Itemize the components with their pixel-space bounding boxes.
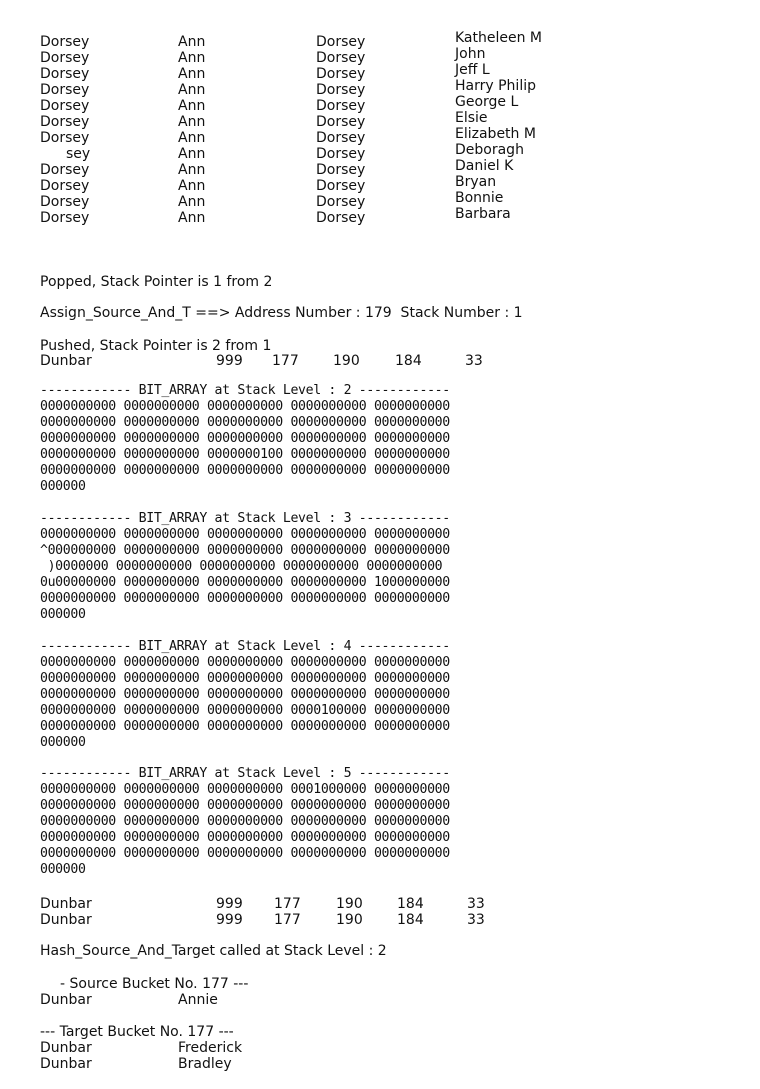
bit-array-header: ------------ BIT_ARRAY at Stack Level : 5 ------------ bbox=[40, 766, 450, 781]
given-name-cell: Ann bbox=[178, 34, 206, 50]
surname-cell: Dorsey bbox=[40, 50, 90, 66]
dunbar-cell-1: 999 bbox=[216, 912, 243, 928]
spouse-given-cell: Bryan bbox=[455, 174, 497, 190]
dunbar-cell-3: 190 bbox=[336, 912, 363, 928]
hash-line: Hash_Source_And_Target called at Stack Level : 2 bbox=[40, 943, 387, 959]
spouse-given-cell: George L bbox=[455, 94, 519, 110]
spouse-surname-cell: Dorsey bbox=[316, 162, 366, 178]
assign-line: Assign_Source_And_T ==> Address Number : 179 Stack Number : 1 bbox=[40, 305, 523, 321]
spouse-surname-cell: Dorsey bbox=[316, 194, 366, 210]
given-name-cell: Ann bbox=[178, 66, 206, 82]
surname-cell: Dorsey bbox=[40, 98, 90, 114]
spouse-given-cell: Elizabeth M bbox=[455, 126, 536, 142]
bit-array-row: 0000000000 0000000000 0000000000 0000000000 0000000000 bbox=[40, 463, 450, 478]
dunbar-cell-5: 33 bbox=[465, 353, 483, 369]
spouse-given-cell: Elsie bbox=[455, 110, 488, 126]
bit-array-row: 0000000000 0000000000 0000000000 0001000000 0000000000 bbox=[40, 782, 450, 797]
bit-array-row: 0000000000 0000000000 0000000000 0000000000 0000000000 bbox=[40, 431, 450, 446]
spouse-surname-cell: Dorsey bbox=[316, 210, 366, 226]
pushed-line: Pushed, Stack Pointer is 2 from 1 bbox=[40, 338, 272, 354]
bit-array-row: )0000000 0000000000 0000000000 0000000000 0000000000 bbox=[40, 559, 443, 574]
bit-array-row: 0000000000 0000000000 0000000000 0000000000 0000000000 bbox=[40, 399, 450, 414]
surname-cell: sey bbox=[66, 146, 91, 162]
spouse-surname-cell: Dorsey bbox=[316, 66, 366, 82]
bit-array-row: 0000000000 0000000000 0000000000 0000000000 0000000000 bbox=[40, 527, 450, 542]
spouse-surname-cell: Dorsey bbox=[316, 146, 366, 162]
bit-array-row: 0000000000 0000000000 0000000000 0000000000 0000000000 bbox=[40, 655, 450, 670]
target-entry-surname: Dunbar bbox=[40, 1040, 92, 1056]
spouse-given-cell: John bbox=[455, 46, 486, 62]
dunbar-cell-2: 177 bbox=[274, 912, 301, 928]
spouse-surname-cell: Dorsey bbox=[316, 50, 366, 66]
bit-array-row: 0000000000 0000000000 0000000000 0000000000 0000000000 bbox=[40, 415, 450, 430]
given-name-cell: Ann bbox=[178, 98, 206, 114]
spouse-given-cell: Jeff L bbox=[455, 62, 490, 78]
spouse-given-cell: Bonnie bbox=[455, 190, 504, 206]
spouse-surname-cell: Dorsey bbox=[316, 34, 366, 50]
target-entry-surname: Dunbar bbox=[40, 1056, 92, 1072]
bit-array-row: 000000 bbox=[40, 607, 86, 622]
dunbar-cell-3: 190 bbox=[333, 353, 360, 369]
given-name-cell: Ann bbox=[178, 210, 206, 226]
surname-cell: Dorsey bbox=[40, 66, 90, 82]
target-bucket-line: --- Target Bucket No. 177 --- bbox=[40, 1024, 234, 1040]
source-bucket-line: - Source Bucket No. 177 --- bbox=[60, 976, 249, 992]
popped-line: Popped, Stack Pointer is 1 from 2 bbox=[40, 274, 273, 290]
bit-array-header: ------------ BIT_ARRAY at Stack Level : 2 ------------ bbox=[40, 383, 450, 398]
spouse-surname-cell: Dorsey bbox=[316, 82, 366, 98]
surname-cell: Dorsey bbox=[40, 114, 90, 130]
bit-array-row: 0000000000 0000000000 0000000000 0000000000 0000000000 bbox=[40, 719, 450, 734]
dunbar-cell-3: 190 bbox=[336, 896, 363, 912]
spouse-surname-cell: Dorsey bbox=[316, 130, 366, 146]
given-name-cell: Ann bbox=[178, 146, 206, 162]
given-name-cell: Ann bbox=[178, 82, 206, 98]
bit-array-row: 0000000000 0000000000 0000000000 0000100000 0000000000 bbox=[40, 703, 450, 718]
target-entry-given: Frederick bbox=[178, 1040, 243, 1056]
surname-cell: Dorsey bbox=[40, 130, 90, 146]
dunbar-cell-5: 33 bbox=[467, 896, 485, 912]
given-name-cell: Ann bbox=[178, 194, 206, 210]
bit-array-row: 000000 bbox=[40, 735, 86, 750]
given-name-cell: Ann bbox=[178, 50, 206, 66]
given-name-cell: Ann bbox=[178, 162, 206, 178]
spouse-given-cell: Barbara bbox=[455, 206, 511, 222]
bit-array-row: 0000000000 0000000000 0000000000 0000000000 0000000000 bbox=[40, 846, 450, 861]
bit-array-row: 0000000000 0000000000 0000000000 0000000000 0000000000 bbox=[40, 798, 450, 813]
surname-cell: Dorsey bbox=[40, 210, 90, 226]
surname-cell: Dorsey bbox=[40, 194, 90, 210]
dunbar-cell-4: 184 bbox=[397, 896, 424, 912]
bit-array-row: 000000 bbox=[40, 862, 86, 877]
bit-array-row: 0000000000 0000000000 0000000100 0000000000 0000000000 bbox=[40, 447, 450, 462]
target-entry-given: Bradley bbox=[178, 1056, 232, 1072]
surname-cell: Dorsey bbox=[40, 82, 90, 98]
dunbar-cell-4: 184 bbox=[395, 353, 422, 369]
dunbar-cell-name: Dunbar bbox=[40, 912, 92, 928]
given-name-cell: Ann bbox=[178, 178, 206, 194]
dunbar-cell-name: Dunbar bbox=[40, 353, 92, 369]
dunbar-cell-1: 999 bbox=[216, 353, 243, 369]
bit-array-row: 0000000000 0000000000 0000000000 0000000000 0000000000 bbox=[40, 591, 450, 606]
bit-array-header: ------------ BIT_ARRAY at Stack Level : 3 ------------ bbox=[40, 511, 450, 526]
bit-array-row: 0000000000 0000000000 0000000000 0000000000 0000000000 bbox=[40, 671, 450, 686]
spouse-given-cell: Daniel K bbox=[455, 158, 514, 174]
bit-array-row: 000000 bbox=[40, 479, 86, 494]
surname-cell: Dorsey bbox=[40, 162, 90, 178]
spouse-surname-cell: Dorsey bbox=[316, 98, 366, 114]
spouse-given-cell: Katheleen M bbox=[455, 30, 543, 46]
bit-array-row: ^000000000 0000000000 0000000000 0000000000 0000000000 bbox=[40, 543, 450, 558]
spouse-given-cell: Deboragh bbox=[455, 142, 524, 158]
spouse-surname-cell: Dorsey bbox=[316, 114, 366, 130]
dunbar-cell-2: 177 bbox=[272, 353, 299, 369]
given-name-cell: Ann bbox=[178, 130, 206, 146]
surname-cell: Dorsey bbox=[40, 178, 90, 194]
dunbar-cell-1: 999 bbox=[216, 896, 243, 912]
bit-array-row: 0000000000 0000000000 0000000000 0000000000 0000000000 bbox=[40, 814, 450, 829]
source-entry-given: Annie bbox=[178, 992, 218, 1008]
dunbar-cell-2: 177 bbox=[274, 896, 301, 912]
dunbar-cell-name: Dunbar bbox=[40, 896, 92, 912]
source-entry-surname: Dunbar bbox=[40, 992, 92, 1008]
surname-cell: Dorsey bbox=[40, 34, 90, 50]
bit-array-row: 0u00000000 0000000000 0000000000 0000000000 1000000000 bbox=[40, 575, 450, 590]
dunbar-cell-5: 33 bbox=[467, 912, 485, 928]
bit-array-row: 0000000000 0000000000 0000000000 0000000000 0000000000 bbox=[40, 830, 450, 845]
spouse-surname-cell: Dorsey bbox=[316, 178, 366, 194]
spouse-given-cell: Harry Philip bbox=[455, 78, 536, 94]
given-name-cell: Ann bbox=[178, 114, 206, 130]
dunbar-cell-4: 184 bbox=[397, 912, 424, 928]
bit-array-row: 0000000000 0000000000 0000000000 0000000000 0000000000 bbox=[40, 687, 450, 702]
bit-array-header: ------------ BIT_ARRAY at Stack Level : 4 ------------ bbox=[40, 639, 450, 654]
